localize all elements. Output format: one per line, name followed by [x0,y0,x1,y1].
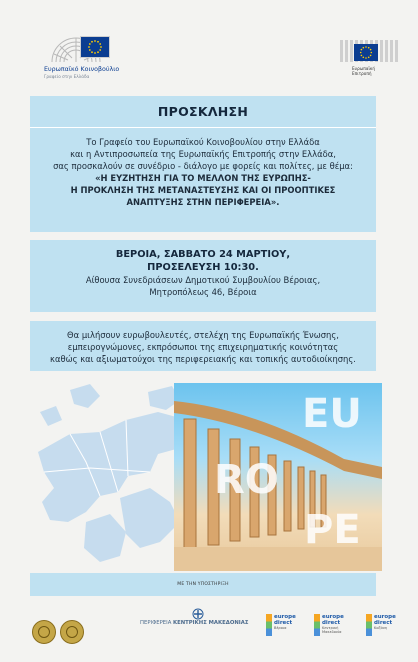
theme-line: ΑΝΑΠΤΥΞΗΣ ΣΤΗΝ ΠΕΡΙΦΕΡΕΙΑ». [126,197,280,207]
theme-line: «Η ΕΥΖΗΤΗΣΗ ΓΙΑ ΤΟ ΜΕΛΛΟΝ ΤΗΣ ΕΥΡΩΠΗΣ- [95,173,311,183]
europe-direct-logo [366,614,402,640]
ec-name-line2: Επιτροπή [352,71,372,76]
invitation-intro [30,136,376,172]
ep-name: Ευρωπαϊκό Κοινοβούλιο [44,66,120,73]
ep-subtitle: Γραφείο στην Ελλάδα [44,74,90,79]
speakers-line: Θα μιλήσουν ευρωβουλευτές, στελέχη της Ευρωπαϊκής Ένωσης, [67,330,339,340]
europe-direct-logo [266,614,302,640]
europe-direct-title: europe direct [274,614,296,626]
support-panel [30,573,376,596]
europe-word-line1: EU [302,391,362,437]
support-label: ΜΕ ΤΗΝ ΥΠΟΣΤΗΡΙΞΗ [177,582,229,587]
event-venue: Αίθουσα Συνεδριάσεων Δημοτικού Συμβουλίου Βέροιας, [85,275,321,285]
intro-line: Το Γραφείο του Ευρωπαϊκού Κοινοβουλίου στην Ελλάδα [86,137,320,147]
invitation-panel [30,96,376,232]
region-title: ΚΕΝΤΡΙΚΗΣ ΜΑΚΕΔΟΝΙΑΣ [173,620,249,626]
ec-name [352,66,375,76]
european-parliament-logo [44,28,126,88]
invitation-title: ΠΡΟΣΚΛΗΣΗ [157,104,249,119]
european-commission-logo [340,40,400,80]
speakers-text [30,329,376,365]
divider [30,127,376,128]
europe-direct-title: europe direct [374,614,396,626]
footer-logos [0,606,418,662]
europe-direct-sub: Βέροια [274,626,287,630]
event-date: ΒΕΡΟΙΑ, ΣΑΒΒΑΤΟ 24 ΜΑΡΤΙΟΥ, [115,249,291,260]
municipality-seal-icon [32,620,56,644]
header [0,0,418,92]
intro-line: και η Αντιπροσωπεία της Ευρωπαϊκής Επιτροπής στην Ελλάδα, [70,149,336,159]
event-arrival: ΠΡΟΣΕΛΕΥΣΗ 10:30. [147,262,259,273]
colonnade-photo [174,383,382,571]
speakers-line: εμπειρογνώμονες, εκπρόσωποι της επιχειρηματικής κοινότητας [67,342,339,352]
region-label: ΠΕΡΙΦΕΡΕΙΑ [140,620,172,626]
speakers-line: καθώς και αξιωματούχοι της περιφερειακής και τοπικής αυτοδιοίκησης. [50,354,356,364]
greek-emblem-icon [192,608,204,620]
europe-word-line2: RO [214,457,279,503]
europe-direct-icon [266,614,272,636]
europe-word-line3: PE [304,507,361,553]
europe-direct-sub: Κοζάνη [374,626,388,630]
eu-flag-icon [354,44,378,61]
ec-name-line1: Ευρωπαϊκή [352,66,376,71]
europe-direct-icon [366,614,372,636]
region-name [140,620,248,626]
europe-direct-sub: Κεντρική Μακεδονία [322,626,342,634]
europe-direct-title: europe direct [322,614,344,626]
eu-flag-icon [80,36,110,58]
event-panel [30,240,376,312]
intro-line: σας προσκαλούν σε συνέδριο - διάλογο με φορείς και πολίτες, με θέμα: [53,161,353,171]
europe-direct-logo [314,614,350,640]
chamber-seal-icon [60,620,84,644]
event-address: Μητροπόλεως 46, Βέροια [149,287,257,297]
speakers-panel [30,321,376,371]
europe-direct-icon [314,614,320,636]
invitation-theme [30,172,376,208]
theme-line: Η ΠΡΟΚΛΗΣΗ ΤΗΣ ΜΕΤΑΝΑΣΤΕΥΣΗΣ ΚΑΙ ΟΙ ΠΡΟΟΠΤΙΚΕΣ [70,185,336,195]
